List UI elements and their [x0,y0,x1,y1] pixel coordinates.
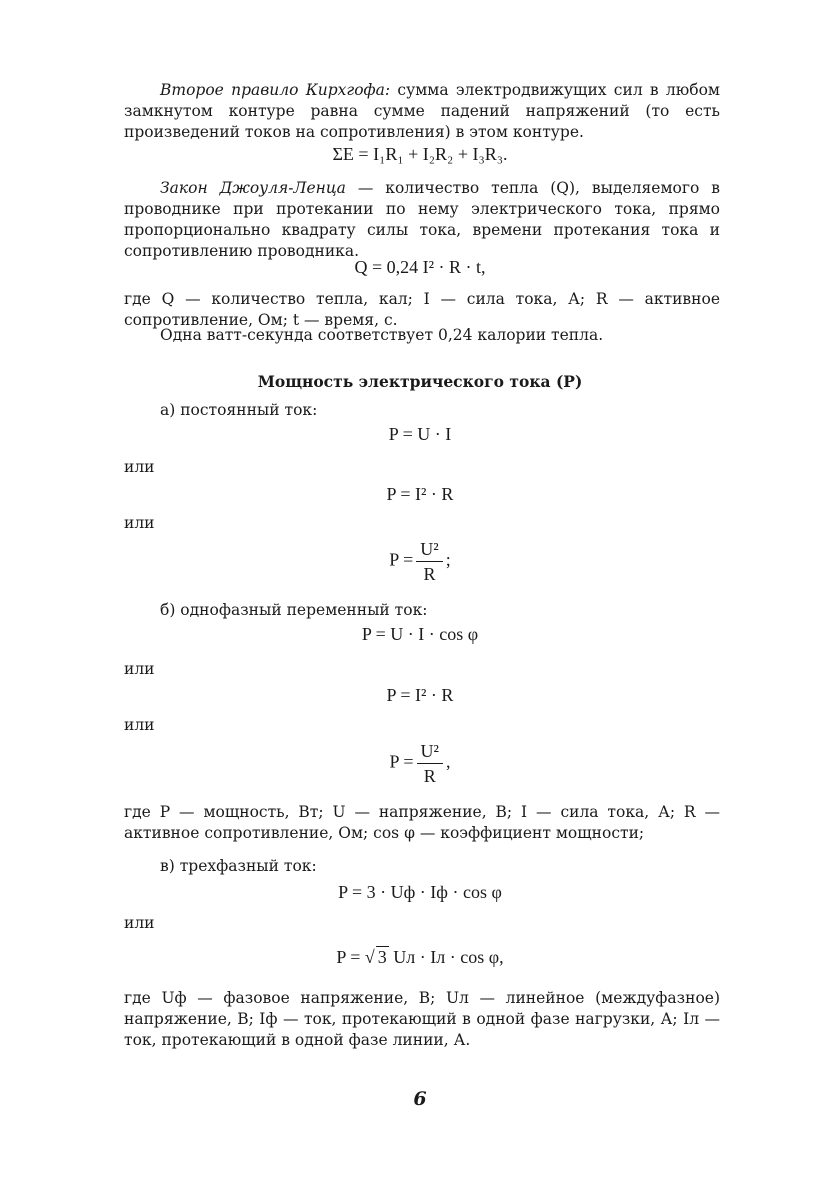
three-phase-f2-rest: Uл · Iл · cos φ, [393,947,504,967]
dc-formula-1: P = U · I [388,424,452,444]
dc-formula-2: P = I² · R [386,484,454,504]
kirchhoff-formula: ΣE = I₁R₁ + I₂R₂ + I₃R₃. [332,144,508,164]
kirchhoff-text: сумма электродвижущих сил в любом замкнутом контуре равна сумме падений напряжений (то есть произведений токов на сопротивления) в этом контуре. [124,81,720,141]
joule-paragraph [124,178,720,262]
single-phase-label: б) однофазный переменный ток: [160,601,428,619]
joule-where: где Q — количество тепла, кал; I — сила тока, А; R — активное сопротивление, Ом; t — время, с. [124,290,720,329]
three-phase-formula-2 [0,946,840,968]
single-phase-formula-3 [0,741,840,786]
kirchhoff-paragraph [124,80,720,143]
single-phase-or-2: или [124,716,155,734]
page-number: 6 [413,1088,427,1110]
three-phase-or-1: или [124,914,155,932]
joule-note: Одна ватт-секунда соответствует 0,24 калории тепла. [160,326,604,344]
dc-or-2: или [124,514,155,532]
dc-f3-num: U² [416,539,442,562]
joule-term: Закон Джоуля-Ленца [160,179,346,197]
single-phase-formula-1: P = U · I · cos φ [361,624,479,644]
kirchhoff-term: Второе правило Кирхгофа: [160,81,391,99]
three-phase-label: в) трехфазный ток: [160,857,317,875]
single-phase-formula-2: P = I² · R [386,685,454,705]
dc-formula-3 [0,539,840,584]
three-phase-formula-1: P = 3 · Uф · Iф · cos φ [338,882,502,902]
dc-fraction [416,539,442,584]
single-phase-or-1: или [124,660,155,678]
power-heading: Мощность электрического тока (P) [257,372,583,391]
dc-label: а) постоянный ток: [160,401,318,419]
single-phase-f3-num: U² [417,741,443,764]
dc-f3-end: ; [445,549,451,570]
single-phase-f3-end: , [445,751,451,772]
joule-text: — количество тепла (Q), выделяемого в проводнике при протекании по нему электрического тока, прямо пропорционально квадрату силы тока, времени протекания тока и сопротивлению проводника. [124,179,720,260]
single-phase-fraction [417,741,443,786]
single-phase-where: где P — мощность, Вт; U — напряжение, В; I — сила тока, А; R — активное сопротивление, Ом; cos φ — коэффициент мощности; [124,803,720,842]
sqrt-sign: √ [364,947,375,967]
dc-f3-lhs: P = [389,549,414,570]
single-phase-f3-lhs: P = [389,751,414,772]
single-phase-f3-den: R [423,766,436,786]
dc-or-1: или [124,458,155,476]
dc-f3-den: R [423,564,436,584]
three-phase-f2-root: 3 [377,947,387,967]
joule-formula: Q = 0,24 I² · R · t, [354,257,486,277]
three-phase-where: где Uф — фазовое напряжение, В; Uл — линейное (междуфазное) напряжение, В; Iф — ток, протекающий в одной фазе нагрузки, А; Iл — ток, протекающий в одной фазе линии, А. [124,989,720,1049]
three-phase-f2-lhs: P = [336,947,361,967]
